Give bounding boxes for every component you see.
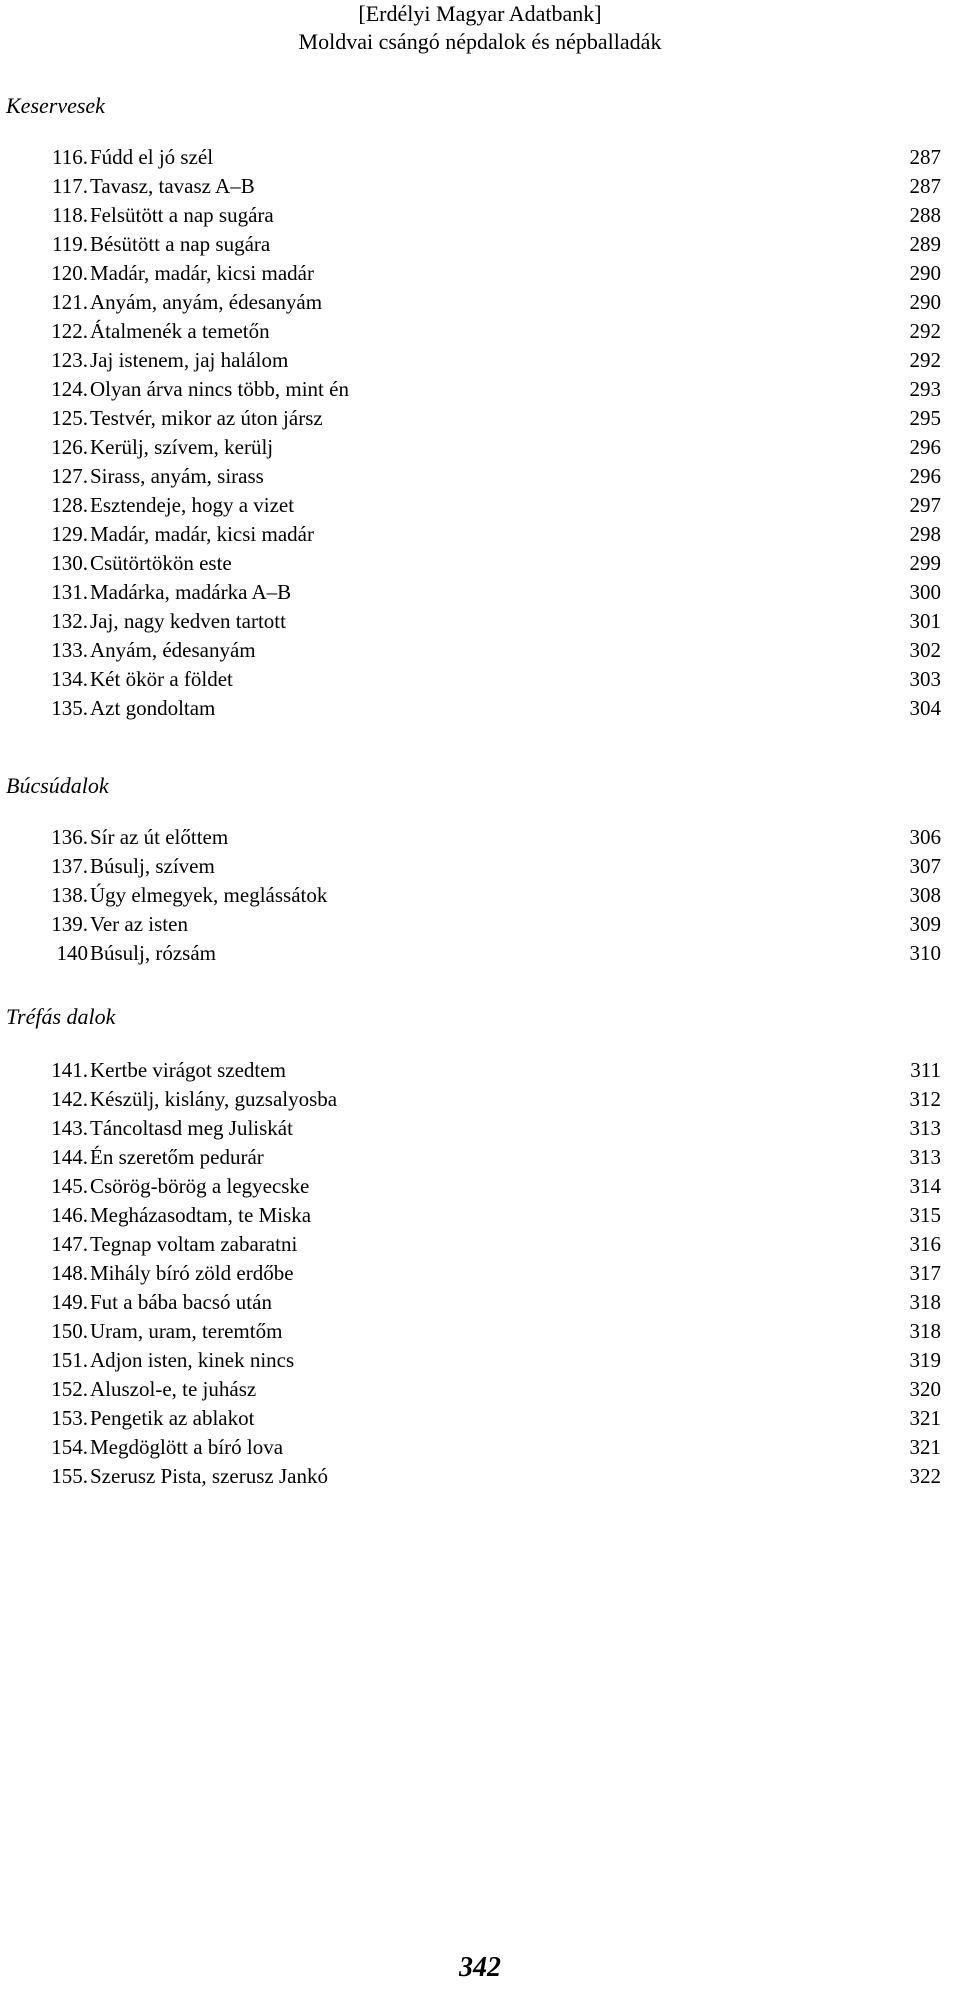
entry-title: Csütörtökön este <box>90 551 232 575</box>
entry-page-number: 296 <box>909 464 941 488</box>
entry-number: 155. <box>51 1464 88 1488</box>
entry-page-number: 304 <box>909 696 941 720</box>
entry-page-number: 290 <box>909 261 941 285</box>
entry-number: 119. <box>52 232 88 256</box>
entry-page-number: 306 <box>909 825 941 849</box>
entry-number: 150. <box>51 1319 88 1343</box>
entry-page-number: 318 <box>909 1319 941 1343</box>
entry-page-number: 310 <box>909 941 941 965</box>
entry-title: Úgy elmegyek, meglássátok <box>90 883 328 907</box>
toc-entry <box>0 881 960 910</box>
entry-number: 132. <box>51 609 88 633</box>
toc-entry <box>0 852 960 881</box>
entry-number: 127. <box>51 464 88 488</box>
toc-entry <box>0 1230 960 1259</box>
entry-title: Aluszol-e, te juhász <box>90 1377 257 1401</box>
page-number: 342 <box>459 1952 501 1983</box>
toc-entry <box>0 1114 960 1143</box>
entry-page-number: 302 <box>909 638 941 662</box>
entry-title: Felsütött a nap sugára <box>90 203 274 227</box>
toc-entry <box>0 491 960 520</box>
toc-entry <box>0 1433 960 1462</box>
toc-entry <box>0 636 960 665</box>
toc-entry <box>0 259 960 288</box>
entry-title: Én szeretőm pedurár <box>90 1145 264 1169</box>
entry-page-number: 287 <box>909 174 941 198</box>
entry-page-number: 312 <box>909 1087 941 1111</box>
toc-entry <box>0 1462 960 1491</box>
entry-number: 141. <box>51 1058 88 1082</box>
entry-title: Két ökör a földet <box>90 667 233 691</box>
entry-title: Madár, madár, kicsi madár <box>90 522 314 546</box>
toc-entry <box>0 404 960 433</box>
toc-entry <box>0 694 960 723</box>
toc-entry <box>0 1317 960 1346</box>
entry-number: 154. <box>51 1435 88 1459</box>
entry-number: 137. <box>51 854 88 878</box>
header-book-title: Moldvai csángó népdalok és népballadák <box>298 29 662 54</box>
entry-number: 151. <box>51 1348 88 1372</box>
entry-page-number: 295 <box>909 406 941 430</box>
entry-page-number: 318 <box>909 1290 941 1314</box>
entry-page-number: 322 <box>909 1464 941 1488</box>
entry-page-number: 292 <box>909 348 941 372</box>
toc-entry <box>0 143 960 172</box>
entry-page-number: 321 <box>909 1406 941 1430</box>
entry-page-number: 299 <box>909 551 941 575</box>
entry-title: Mihály bíró zöld erdőbe <box>90 1261 294 1285</box>
toc-entry <box>0 823 960 852</box>
entry-number: 124. <box>51 377 88 401</box>
entry-number: 146. <box>51 1203 88 1227</box>
entry-page-number: 290 <box>909 290 941 314</box>
entry-page-number: 311 <box>910 1058 941 1082</box>
toc-entry <box>0 462 960 491</box>
entry-number: 136. <box>51 825 88 849</box>
entry-number: 138. <box>51 883 88 907</box>
entry-title: Megházasodtam, te Miska <box>90 1203 312 1227</box>
entry-title: Kertbe virágot szedtem <box>90 1058 286 1082</box>
entry-page-number: 319 <box>909 1348 941 1372</box>
entry-title: Megdöglött a bíró lova <box>90 1435 284 1459</box>
entry-title: Táncoltasd meg Juliskát <box>90 1116 293 1140</box>
entry-page-number: 314 <box>909 1174 941 1198</box>
entry-title: Csörög-börög a legyecske <box>90 1174 310 1198</box>
entry-title: Búsulj, rózsám <box>90 941 216 965</box>
entry-number: 153. <box>51 1406 88 1430</box>
entry-title: Olyan árva nincs több, mint én <box>90 377 349 401</box>
entry-number: 130. <box>51 551 88 575</box>
entry-number: 120. <box>51 261 88 285</box>
toc-entry <box>0 578 960 607</box>
entry-title: Tavasz, tavasz A–B <box>90 174 255 198</box>
entry-page-number: 315 <box>909 1203 941 1227</box>
entry-title: Készülj, kislány, guzsalyosba <box>90 1087 338 1111</box>
entry-title: Fut a bába bacsó után <box>90 1290 272 1314</box>
toc-entry <box>0 1056 960 1085</box>
toc-entry <box>0 1143 960 1172</box>
entry-number: 122. <box>51 319 88 343</box>
entry-page-number: 288 <box>909 203 941 227</box>
entry-number: 145. <box>51 1174 88 1198</box>
entry-number: 131. <box>51 580 88 604</box>
entry-page-number: 321 <box>909 1435 941 1459</box>
toc-entry <box>0 520 960 549</box>
entry-page-number: 300 <box>909 580 941 604</box>
entry-number: 142. <box>51 1087 88 1111</box>
entry-number: 133. <box>51 638 88 662</box>
toc-entry <box>0 549 960 578</box>
toc-entry <box>0 1346 960 1375</box>
entry-number: 118. <box>52 203 88 227</box>
entry-number: 143. <box>51 1116 88 1140</box>
toc-entry <box>0 939 960 968</box>
entry-title: Azt gondoltam <box>90 696 216 720</box>
entry-title: Esztendeje, hogy a vizet <box>90 493 295 517</box>
entry-title: Búsulj, szívem <box>90 854 215 878</box>
toc-entry <box>0 346 960 375</box>
entry-number: 134. <box>51 667 88 691</box>
entry-number: 152. <box>51 1377 88 1401</box>
entry-title: Átalmenék a temetőn <box>90 319 270 343</box>
toc-entry <box>0 665 960 694</box>
entry-number: 121. <box>51 290 88 314</box>
toc-entry <box>0 1288 960 1317</box>
entry-page-number: 307 <box>909 854 941 878</box>
entry-page-number: 316 <box>909 1232 941 1256</box>
section-title: Keservesek <box>6 93 105 118</box>
toc-entry <box>0 1259 960 1288</box>
entry-page-number: 287 <box>909 145 941 169</box>
entry-page-number: 298 <box>909 522 941 546</box>
entry-number: 149. <box>51 1290 88 1314</box>
entry-page-number: 292 <box>909 319 941 343</box>
entry-title: Jaj istenem, jaj halálom <box>90 348 289 372</box>
toc-entry <box>0 1201 960 1230</box>
entry-title: Ver az isten <box>90 912 188 936</box>
toc-entry <box>0 1172 960 1201</box>
entry-page-number: 309 <box>909 912 941 936</box>
entry-title: Uram, uram, teremtőm <box>90 1319 283 1343</box>
entry-number: 139. <box>51 912 88 936</box>
entry-title: Madárka, madárka A–B <box>90 580 292 604</box>
toc-entry <box>0 607 960 636</box>
section-title: Tréfás dalok <box>6 1004 116 1029</box>
entry-title: Fúdd el jó szél <box>90 145 214 169</box>
entry-page-number: 289 <box>909 232 941 256</box>
entry-title: Tegnap voltam zabaratni <box>90 1232 298 1256</box>
toc-entry <box>0 1085 960 1114</box>
entry-number: 144. <box>51 1145 88 1169</box>
toc-entry <box>0 230 960 259</box>
toc-entry <box>0 317 960 346</box>
entry-number: 147. <box>51 1232 88 1256</box>
entry-page-number: 293 <box>909 377 941 401</box>
entry-page-number: 303 <box>909 667 941 691</box>
toc-entry <box>0 172 960 201</box>
toc-entry <box>0 433 960 462</box>
entry-number: 125. <box>51 406 88 430</box>
entry-title: Anyám, édesanyám <box>90 638 256 662</box>
entry-number: 135. <box>51 696 88 720</box>
entry-number: 116. <box>52 145 88 169</box>
entry-page-number: 296 <box>909 435 941 459</box>
toc-entry <box>0 1375 960 1404</box>
entry-page-number: 313 <box>909 1116 941 1140</box>
entry-page-number: 317 <box>909 1261 941 1285</box>
entry-number: 129. <box>51 522 88 546</box>
entry-title: Anyám, anyám, édesanyám <box>90 290 323 314</box>
toc-entry <box>0 1404 960 1433</box>
entry-title: Pengetik az ablakot <box>90 1406 255 1430</box>
section-title: Búcsúdalok <box>6 773 109 798</box>
entry-page-number: 313 <box>909 1145 941 1169</box>
page-header <box>0 0 960 56</box>
entry-title: Kerülj, szívem, kerülj <box>90 435 274 459</box>
entry-title: Madár, madár, kicsi madár <box>90 261 314 285</box>
entry-number: 123. <box>51 348 88 372</box>
entry-number: 148. <box>51 1261 88 1285</box>
entry-title: Sír az út előttem <box>90 825 229 849</box>
entry-page-number: 308 <box>909 883 941 907</box>
entry-title: Szerusz Pista, szerusz Jankó <box>90 1464 328 1488</box>
entry-number: 140 <box>56 941 88 965</box>
entry-page-number: 297 <box>909 493 941 517</box>
entry-title: Bésütött a nap sugára <box>90 232 271 256</box>
entry-number: 126. <box>51 435 88 459</box>
toc-entry <box>0 910 960 939</box>
header-source: [Erdélyi Magyar Adatbank] <box>358 1 602 26</box>
entry-title: Adjon isten, kinek nincs <box>90 1348 295 1372</box>
entry-number: 128. <box>51 493 88 517</box>
toc-entry <box>0 288 960 317</box>
entry-title: Sirass, anyám, sirass <box>90 464 264 488</box>
entry-page-number: 320 <box>909 1377 941 1401</box>
toc-entry <box>0 375 960 404</box>
entry-number: 117. <box>52 174 88 198</box>
entry-page-number: 301 <box>909 609 941 633</box>
entry-title: Jaj, nagy kedven tartott <box>90 609 286 633</box>
toc-entry <box>0 201 960 230</box>
entry-title: Testvér, mikor az úton jársz <box>90 406 323 430</box>
